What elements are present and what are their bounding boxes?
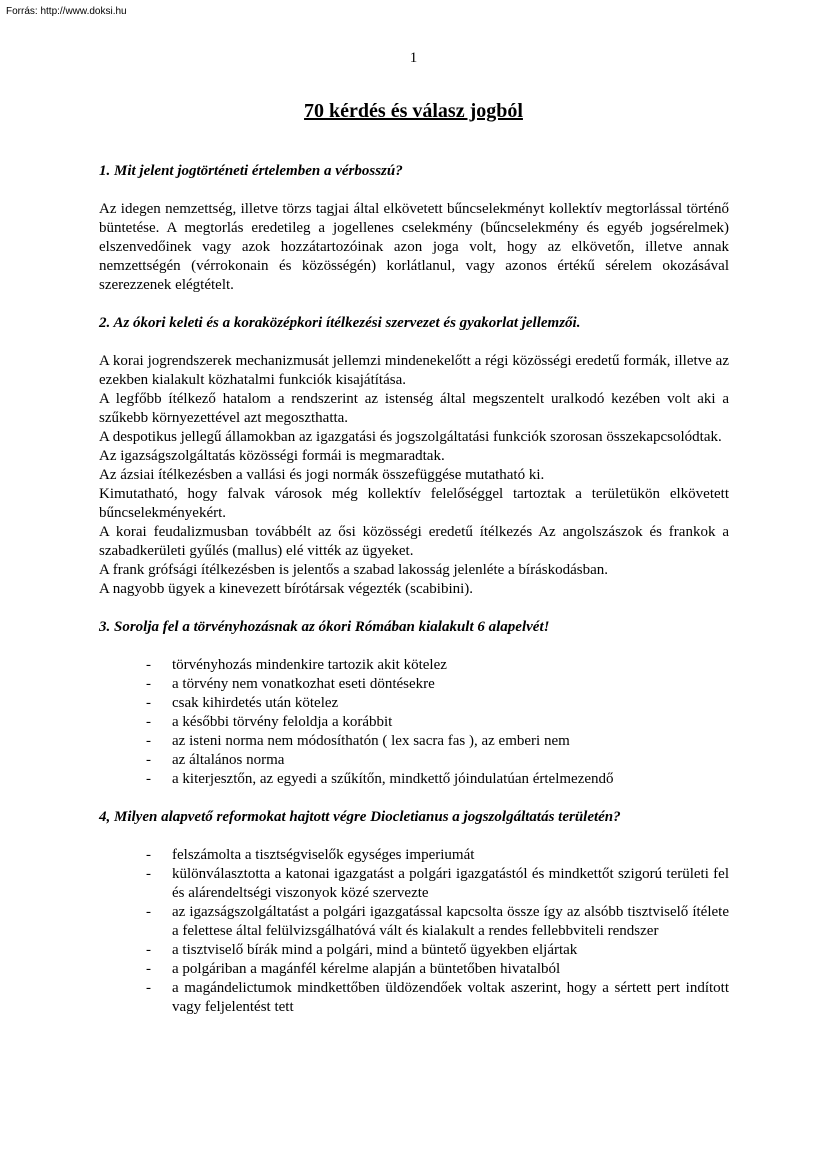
- section-2-paragraph: A korai feudalizmusban továbbélt az ősi közösségi eredetű ítélkezés Az angolszászok és frankok a szabadkerületi gyűlés (mallus) elé vitték az ügyeket.: [99, 524, 729, 559]
- section-4-list: [99, 846, 729, 1017]
- page-number: 1: [409, 50, 418, 66]
- section-2-paragraph: A frank grófsági ítélkezésben is jelentős a szabad lakosság jelenléte a bíráskodásban.: [99, 562, 608, 578]
- document-body: [99, 162, 729, 1017]
- section-2-paragraph: A despotikus jellegű államokban az igazgatási és jogszolgáltatási funkciók szorosan összekapcsolódtak.: [99, 429, 722, 445]
- list-item: - a kiterjesztőn, az egyedi a szűkítőn, mindkettő jóindulatúan értelmezendő: [99, 770, 729, 789]
- section-2-paragraph: A legfőbb ítélkező hatalom a rendszerint az istenség által megszentelt uralkodó kezében volt aki a szűkebb környezettével azt megoszthatta.: [99, 391, 729, 426]
- section-1-paragraph: Az idegen nemzettség, illetve törzs tagjai által elkövetett bűncselekményt kollektív megtorlással történő büntetése. A megtorlás eredetileg a jogellenes cselekmény (bűncselekmény és egyéb jogsérelmek) elszenvedőinek vagy azok hozzátartozóinak azon joga volt, hogy az elkövetőn, illetve annak nemzettségén (vérrokonain és közösségén) korlátlanul, vagy azonos értékű sérelem okozásával szerezzenek elégtételt.: [99, 201, 729, 293]
- section-3-heading: 3. Sorolja fel a törvényhozásnak az ókori Rómában kialakult 6 alapelvét!: [99, 619, 550, 635]
- section-1-heading: 1. Mit jelent jogtörténeti értelemben a vérbosszú?: [99, 163, 403, 179]
- list-item: - a polgáriban a magánfél kérelme alapján a büntetőben hivatalból: [99, 960, 729, 979]
- list-item: - az igazságszolgáltatást a polgári igazgatással kapcsolta össze így az alsóbb tisztviselő ítélete a felettese által felülvizsgálhatóvá vált és kialakult a rendes fellebbviteli rendszer: [99, 903, 729, 941]
- section-2-paragraph: Az ázsiai ítélkezésben a vallási és jogi normák összefüggése mutatható ki.: [99, 467, 545, 483]
- list-item: - a magándelictumok mindkettőben üldözendőek voltak aszerint, hogy a sértett pert indított vagy feljelentést tett: [99, 979, 729, 1017]
- section-4-heading: 4, Milyen alapvető reformokat hajtott végre Diocletianus a jogszolgáltatás területén?: [99, 809, 621, 825]
- list-item: - a tisztviselő bírák mind a polgári, mind a büntető ügyekben eljártak: [99, 941, 729, 960]
- list-item: - csak kihirdetés után kötelez: [99, 694, 729, 713]
- source-url: Forrás: http://www.doksi.hu: [6, 6, 127, 17]
- list-item: - az általános norma: [99, 751, 729, 770]
- list-item: - különválasztotta a katonai igazgatást a polgári igazgatástól és mindkettőt szigorú területi fel és alárendeltségi viszonyok közé szervezte: [99, 865, 729, 903]
- section-2-paragraph: A nagyobb ügyek a kinevezett bírótársak végezték (scabibini).: [99, 581, 474, 597]
- list-item: - felszámolta a tisztségviselők egységes imperiumát: [99, 846, 729, 865]
- section-2-paragraph: Kimutatható, hogy falvak városok még kollektív felelőséggel tartoztak a területükön elkövetett bűncselekményekért.: [99, 486, 729, 521]
- list-item: - a későbbi törvény feloldja a korábbit: [99, 713, 729, 732]
- section-2-paragraph: A korai jogrendszerek mechanizmusát jellemzi mindenekelőtt a régi közösségi eredetű formák, illetve az ezekben kialakult közhatalmi funkciók kisajátítása.: [99, 353, 729, 388]
- section-2-paragraph: Az igazságszolgáltatás közösségi formái is megmaradtak.: [99, 448, 445, 464]
- list-item: - az isteni norma nem módosíthatón ( lex sacra fas ), az emberi nem: [99, 732, 729, 751]
- section-2-heading: 2. Az ókori keleti és a koraközépkori ítélkezési szervezet és gyakorlat jellemzői.: [99, 315, 581, 331]
- list-item: - a törvény nem vonatkozhat eseti döntésekre: [99, 675, 729, 694]
- page-title: 70 kérdés és válasz jogból: [304, 100, 523, 122]
- list-item: - törvényhozás mindenkire tartozik akit kötelez: [99, 656, 729, 675]
- section-3-list: [99, 656, 729, 789]
